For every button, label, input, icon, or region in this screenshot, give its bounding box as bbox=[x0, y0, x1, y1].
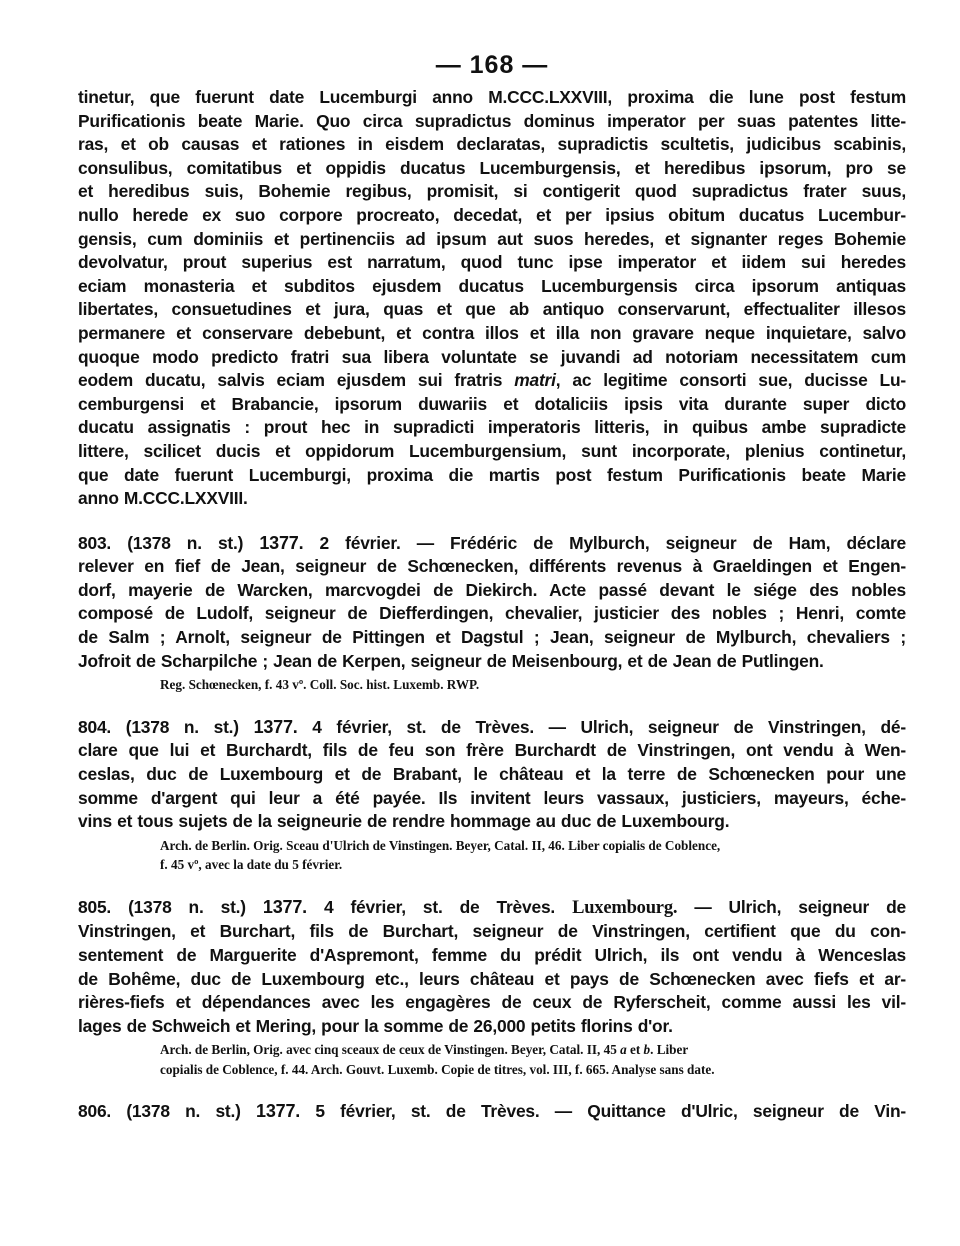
source-note bbox=[78, 1040, 906, 1079]
entry-804 bbox=[78, 716, 906, 875]
text-line: que date fuerunt Lucemburgi, proxima die martis post festum Purificationis beate Marie bbox=[78, 464, 906, 485]
text-line: ras, et ob causas et rationes in eisdem declaratas, supradictis scultetis, judicibus scabinis, bbox=[78, 134, 906, 155]
entry-number: 803. bbox=[78, 532, 112, 553]
text-segment: , ac legitime consorti sue, ducisse Lu- bbox=[555, 370, 906, 391]
date-style: (1378 n. st.) bbox=[126, 1101, 241, 1122]
text-line: lages de Schweich et Mering, pour la somme de 26,000 petits florins d'or. bbox=[78, 1015, 673, 1036]
text-line: somme d'argent qui leur a été payée. Ils invitent leurs vassaux, justiciers, mayeurs, éche- bbox=[78, 787, 906, 808]
text-segment: eodem ducatu, salvis eciam ejusdem sui fratris bbox=[78, 370, 503, 391]
text-line: de Salm ; Arnolt, seigneur de Pittingen et Dagstul ; Jean, seigneur de Mylburch, chevaliers ; bbox=[78, 627, 906, 648]
note-line: Arch. de Berlin. Orig. Sceau d'Ulrich de Vinstingen. Beyer, Catal. II, 46. Liber copialis de Coblence, bbox=[160, 837, 721, 853]
entry-year: 1377. bbox=[262, 896, 307, 917]
text-line: ducatu assignatis : prout hec in supradicti imperatoris litteris, in quibus ambe supradicte bbox=[78, 417, 906, 438]
text-line: tinetur, que fuerunt date Lucemburgi anno M.CCC.LXXVIII, proxima die lune post festum bbox=[78, 87, 906, 107]
text-line: littere, scilicet ducis et oppidorum Lucemburgensium, sunt incorporate, plenius continetur, bbox=[78, 440, 906, 461]
text-line: relever en fief de Jean, seigneur de Schœnecken, différents revenus à Graeldingen et Engen- bbox=[78, 556, 906, 577]
text-line bbox=[78, 369, 906, 393]
place-name: Luxembourg. bbox=[572, 897, 678, 918]
entry-number: 804. bbox=[78, 716, 112, 737]
entry-year: 1377. bbox=[256, 1101, 301, 1122]
text-line: sentement de Marguerite d'Aspremont, femme du prédit Ulrich, ils ont vendu à Wenceslas bbox=[78, 944, 906, 965]
text-line: libertates, consuetudines et jura, quas et que ab antiquo conservarunt, effectualiter illesos bbox=[78, 299, 906, 320]
entry-first-line bbox=[78, 1100, 906, 1124]
text-line: clare que lui et Burchardt, fils de feu son frère Burchardt de Vinstringen, ont vendu à Wen- bbox=[78, 740, 906, 761]
text-line: de Bohême, duc de Luxembourg etc., leurs château et pays de Schœnecken avec fiefs et ar- bbox=[78, 968, 906, 989]
text-line: gensis, cum dominiis et pertinenciis ad ipsum aut suos heredes, et signanter reges Bohemie bbox=[78, 228, 906, 249]
entry-text bbox=[78, 532, 906, 674]
text-segment: . Liber bbox=[650, 1042, 689, 1058]
entry-803 bbox=[78, 532, 906, 695]
text-line: composé de Ludolf, seigneur de Diefferdingen, chevalier, justicier des nobles ; Henri, comte bbox=[78, 603, 906, 624]
source-note bbox=[78, 836, 906, 875]
text-segment: et bbox=[629, 1042, 641, 1058]
text-line: nullo herede ex suo corpore procreato, decedat, et per ipsius obitum ducatus Lucembur- bbox=[78, 204, 906, 225]
italic-word: matri bbox=[514, 370, 556, 391]
text-segment: — Ulrich, seigneur de bbox=[694, 896, 907, 917]
date-style: (1378 n. st.) bbox=[128, 896, 246, 917]
text-line: et heredibus suis, Bohemie regibus, promisit, si contigerit quod supradictus frater suus, bbox=[78, 181, 906, 202]
entry-year: 1377. bbox=[253, 716, 298, 737]
text-segment: 2 février. — Frédéric de Mylburch, seigneur de Ham, déclare bbox=[319, 532, 906, 553]
text-line: consulibus, comitatibus et oppidis ducatus Lucemburgensis, et heredibus ipsorum, pro se bbox=[78, 157, 906, 178]
text-line: cemburgensi et Brabancie, ipsorum duwariis et dotaliciis ipsis vita durante super dicto bbox=[78, 393, 906, 414]
text-line: Purificationis beate Marie. Quo circa supradictus dominus imperator per suas patentes litte- bbox=[78, 110, 906, 131]
italic-letter: b bbox=[643, 1042, 651, 1058]
text-segment: 4 février, st. de Trèves. — Ulrich, seigneur de Vinstringen, dé- bbox=[312, 716, 906, 737]
text-line: ceslas, duc de Luxembourg et de Brabant, le château et la terre de Schœnecken pour une bbox=[78, 763, 906, 784]
entry-805 bbox=[78, 896, 906, 1080]
note-line: Reg. Schœnecken, f. 43 vº. Coll. Soc. hist. Luxemb. RWP. bbox=[160, 677, 480, 693]
text-line: Jofroit de Scharpilche ; Jean de Kerpen, seigneur de Meisenbourg, et de Jean de Putlingen. bbox=[78, 650, 824, 671]
entry-text bbox=[78, 1100, 906, 1124]
continuation-paragraph bbox=[78, 86, 906, 511]
entry-text bbox=[78, 896, 906, 1039]
note-line bbox=[160, 1040, 906, 1060]
source-note bbox=[78, 675, 906, 695]
text-line: anno M.CCC.LXXVIII. bbox=[78, 488, 248, 509]
text-line: rières-fiefs et dépendances avec les engagères de ceux de Ryferscheit, comme aussi les vil- bbox=[78, 992, 906, 1013]
text-line: devolvatur, prout superius est narratum, quod tunc ipse imperator et iidem sui heredes bbox=[78, 252, 906, 273]
text-segment: Arch. de Berlin, Orig. avec cinq sceaux de ceux de Vinstingen. Beyer, Catal. II, 45 bbox=[160, 1042, 617, 1058]
note-line: f. 45 vº, avec la date du 5 février. bbox=[160, 857, 343, 873]
text-segment: 5 février, st. de Trèves. — Quittance d'Ulric, seigneur de Vin- bbox=[315, 1101, 906, 1122]
page-number: — 168 — bbox=[435, 51, 549, 79]
entry-first-line bbox=[78, 896, 906, 921]
text-line: eciam monasteria et subditos ejusdem ducatus Lucemburgensis circa ipsorum antiquas bbox=[78, 275, 906, 296]
entry-first-line bbox=[78, 716, 906, 740]
text-segment: 4 février, st. de Trèves. bbox=[323, 896, 556, 917]
text-line: quoque modo predicto fratri sua libera voluntate se juvandi ad notoriam necessitatem cum bbox=[78, 346, 906, 367]
entry-number: 806. bbox=[78, 1101, 112, 1122]
date-style: (1378 n. st.) bbox=[127, 532, 244, 553]
italic-letter: a bbox=[620, 1042, 627, 1058]
entry-first-line bbox=[78, 532, 906, 556]
date-style: (1378 n. st.) bbox=[125, 716, 239, 737]
note-line: copialis de Coblence, f. 44. Arch. Gouvt. Luxemb. Copie de titres, vol. III, f. 665. Analyse sans date. bbox=[160, 1061, 715, 1077]
entry-text bbox=[78, 716, 906, 834]
entry-806 bbox=[78, 1100, 906, 1124]
text-line: Vinstringen, et Burchart, fils de Burchart, seigneur de Vinstringen, certifient que du con- bbox=[78, 921, 906, 942]
entry-number: 805. bbox=[78, 896, 112, 917]
text-line: dorf, mayerie de Warcken, marcvogdei de Diekirch. Acte passé devant le siége des nobles bbox=[78, 579, 906, 600]
text-line: vins et tous sujets de la seigneurie de rendre hommage au duc de Luxembourg. bbox=[78, 811, 730, 832]
entry-year: 1377. bbox=[259, 532, 304, 553]
text-line: permanere et conservare debebunt, et contra illos et illa non gravare neque inquietare, salvo bbox=[78, 322, 906, 343]
document-page bbox=[78, 50, 906, 1124]
